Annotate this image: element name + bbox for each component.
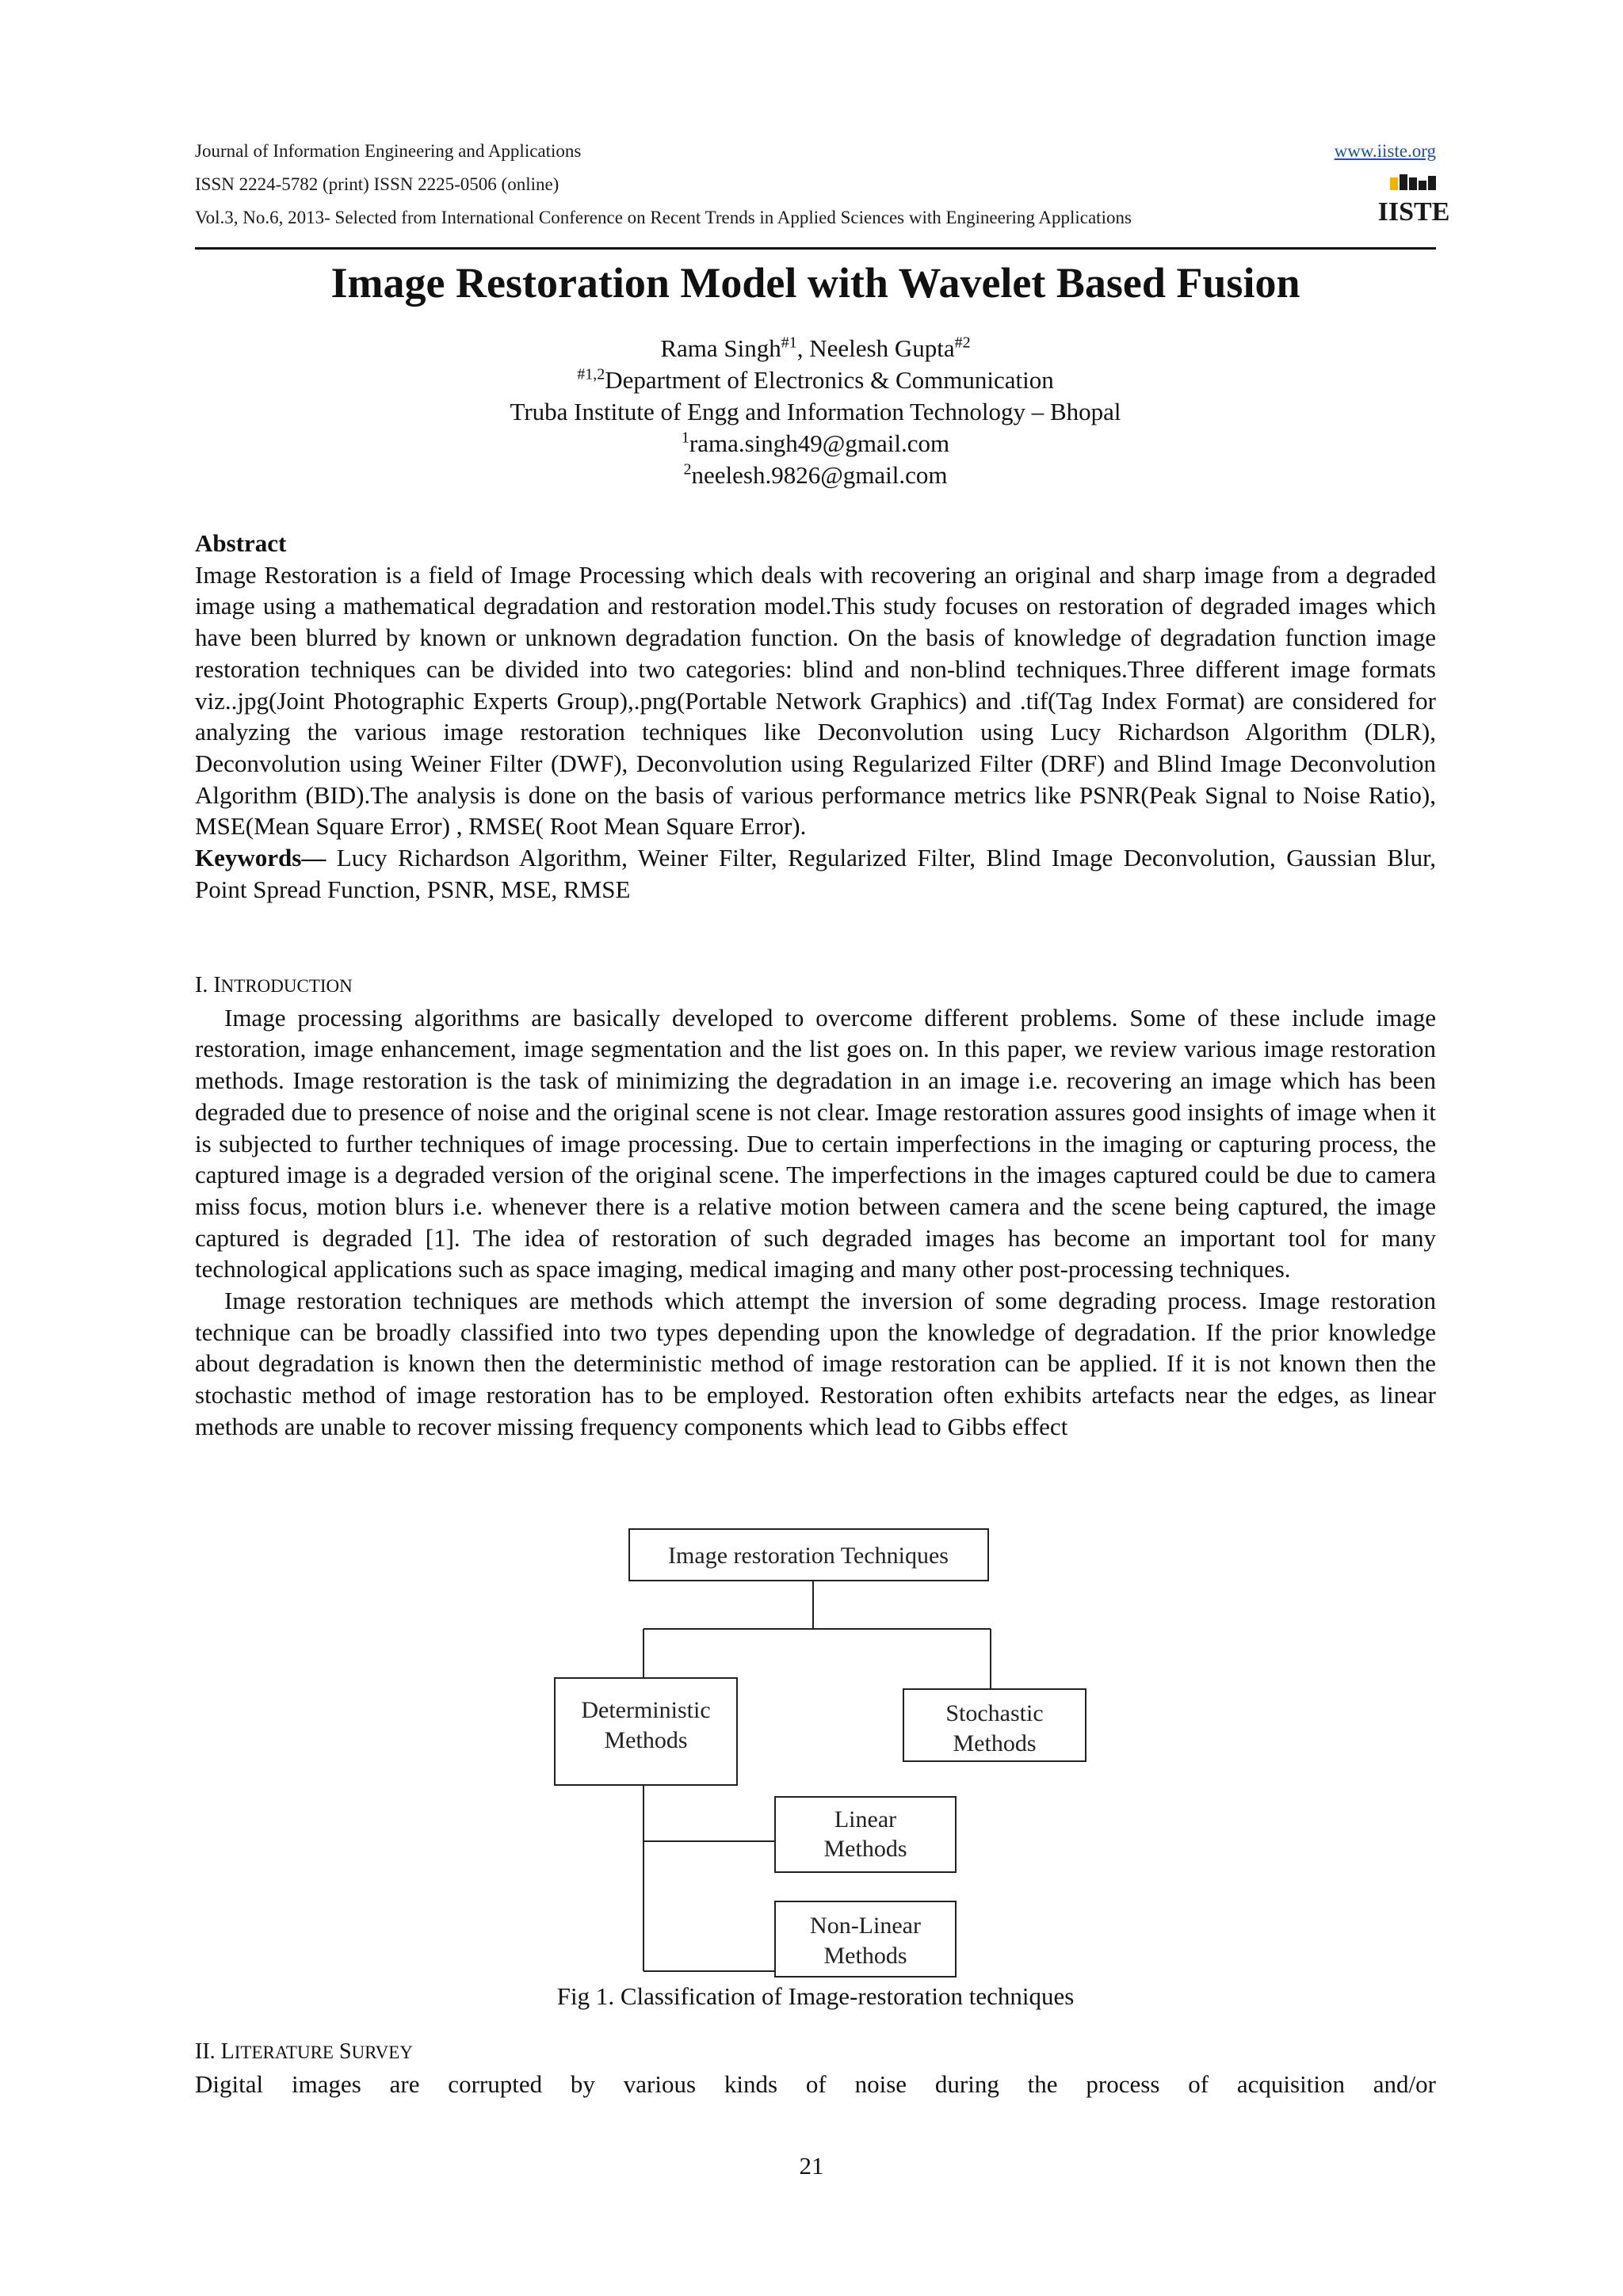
nonlinear-label-line-2: Methods (823, 1943, 907, 1969)
nonlinear-label-line-1: Non-Linear (810, 1913, 921, 1939)
iiste-logo-text: IISTE (1377, 197, 1450, 227)
linear-label-line-1: Linear (834, 1806, 897, 1833)
literature-number: II. (195, 2039, 221, 2064)
email-1-mark: 1 (681, 429, 689, 447)
literature-survey-paragraph-1: Digital images are corrupted by various kinds of noise during the process of acquisition and/or (195, 2069, 1436, 2098)
root-label: Image restoration Techniques (668, 1543, 949, 1569)
literature-word2-rest: URVEY (351, 2042, 413, 2062)
literature-word2-initial: S (333, 2039, 352, 2064)
author-names (195, 333, 1436, 364)
introduction-section (195, 968, 1436, 1443)
iiste-logo (1377, 174, 1450, 230)
deterministic-label-line-2: Methods (604, 1727, 688, 1753)
classification-diagram (547, 1527, 1102, 1987)
author-2-email[interactable]: neelesh.9826@gmail.com (691, 461, 948, 489)
keywords-list: Lucy Richardson Algorithm, Weiner Filter, Regularized Filter, Blind Image Deconvolution, Gaussian Blur, Point Spread Function, PSNR, MSE, RMSE (195, 844, 1436, 903)
introduction-title-rest: NTRODUCTION (220, 976, 353, 996)
stochastic-label-line-2: Methods (953, 1730, 1037, 1756)
abstract-heading: Abstract (195, 529, 287, 557)
author-2-email-line (195, 460, 1436, 491)
figure-caption: Fig 1. Classification of Image-restoration techniques (556, 1982, 1075, 2010)
author-1-email-line (195, 428, 1436, 460)
iiste-logo-mark (1377, 174, 1450, 230)
journal-website-link[interactable]: www.iiste.org (1334, 141, 1436, 161)
journal-volume: Vol.3, No.6, 2013- Selected from International Conference on Recent Trends in Applied Sciences with Engineering Applications (195, 208, 1132, 227)
stochastic-label-line-1: Stochastic (945, 1700, 1044, 1726)
journal-name: Journal of Information Engineering and Applications (195, 141, 582, 161)
literature-survey-heading (195, 2035, 1436, 2069)
linear-label-line-2: Methods (823, 1836, 907, 1862)
keywords-label: Keywords— (195, 844, 327, 872)
introduction-heading (195, 968, 1436, 1002)
author-department (195, 364, 1436, 396)
paper-title: Image Restoration Model with Wavelet Based Fusion (330, 259, 1300, 307)
author-1-affiliation-mark: #1 (781, 334, 797, 352)
department-mark: #1,2 (577, 365, 605, 383)
introduction-number: I. (195, 973, 214, 997)
literature-word1-initial: L (220, 2039, 235, 2064)
author-institute: Truba Institute of Engg and Information Technology – Bhopal (510, 398, 1121, 425)
department-name: Department of Electronics & Communication (605, 366, 1054, 394)
introduction-paragraph-2: Image restoration techniques are methods which attempt the inversion of some degrading process. Image restoration technique can be broadly classified into two types depending upon the knowledge of degradation. If the prior knowledge about degradation is known then the deterministic method of image restoration can be applied. If it is not known then the stochastic method of image restoration has to be employed. Restoration often exhibits artefacts near the edges, as linear methods are unable to recover missing frequency components which lead to Gibbs effect (195, 1287, 1436, 1440)
abstract-text: Image Restoration is a field of Image Processing which deals with recovering an original and sharp image from a degraded image using a mathematical degradation and restoration model.This study focuses on restoration of degraded images which have been blurred by known or unknown degradation function. On the basis of knowledge of degradation function image restoration techniques can be divided into two categories: blind and non-blind techniques.Three different image formats viz..jpg(Joint Photographic Experts Group),.png(Portable Network Graphics) and .tif(Tag Index Format) are considered for analyzing the various image restoration techniques like Deconvolution using Lucy Richardson Algorithm (DLR), Deconvolution using Weiner Filter (DWF), Deconvolution using Regularized Filter (DRF) and Blind Image Deconvolution Algorithm (BID).The analysis is done on the basis of various performance metrics like PSNR(Peak Signal to Noise Ratio), MSE(Mean Square Error) , RMSE( Root Mean Square Error). (195, 560, 1436, 841)
keywords-line (195, 842, 1436, 905)
author-2-affiliation-mark: #2 (954, 334, 971, 352)
page-number: 21 (799, 2152, 824, 2180)
journal-issn: ISSN 2224-5782 (print) ISSN 2225-0506 (online) (195, 174, 559, 194)
introduction-paragraph-1: Image processing algorithms are basically developed to overcome different problems. Some of these include image restoration, image enhancement, image segmentation and the list goes on. In this paper, we review various image restoration methods. Image restoration is the task of minimizing the degradation in an image i.e. recovering an image which has been degraded due to presence of noise and the original scene is not clear. Image restoration assures good insights of image when it is subjected to further techniques of image processing. Due to certain imperfections in the imaging or capturing process, the captured image is a degraded version of the original scene. The imperfections in the images captured could be due to camera miss focus, motion blurs i.e. whenever there is a relative motion between camera and the scene being captured, the image captured is degraded [1]. The idea of restoration of such degraded images has become an important tool for many technological applications such as space imaging, medical imaging and many other post-processing techniques. (195, 1003, 1436, 1283)
author-2-name: Neelesh Gupta (809, 334, 955, 362)
deterministic-label-line-1: Deterministic (581, 1697, 711, 1723)
literature-word1-rest: ITERATURE (234, 2042, 334, 2062)
email-2-mark: 2 (683, 460, 692, 479)
introduction-title-initial: I (213, 973, 221, 997)
abstract-section (195, 528, 1436, 905)
author-1-name: Rama Singh (660, 334, 781, 362)
author-separator: , (796, 334, 810, 362)
literature-survey-section (195, 2035, 1436, 2100)
header-rule (195, 247, 1436, 250)
author-1-email[interactable]: rama.singh49@gmail.com (689, 429, 950, 457)
author-block (195, 333, 1436, 491)
